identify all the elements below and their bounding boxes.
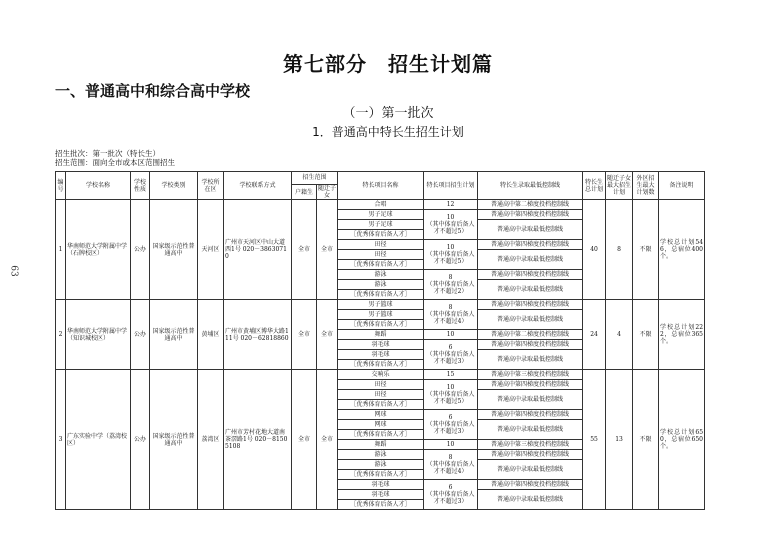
talent-item: 羽毛球: [338, 480, 424, 490]
school-nature: 公办: [131, 200, 150, 300]
scope-line: 招生范围：面向全市或本区范围招生: [55, 158, 175, 167]
control-line: 普通高中第四梯度投档控制线: [478, 410, 583, 420]
talent-item: 男子篮球: [338, 300, 424, 310]
school-mig-max: 4: [606, 300, 633, 370]
header-scope: 招生范围: [292, 172, 338, 185]
control-line: 普通高中第三梯度投档控制线: [478, 440, 583, 450]
school-name: 广东实验中学（荔湾校区）: [66, 370, 131, 510]
talent-plan: 6 （其中体育后备人才不超过3）: [424, 340, 478, 370]
sub-title: 1．普通高中特长生招生计划: [312, 125, 464, 139]
control-line: 普通高中录取最低控制线: [478, 310, 583, 330]
talent-item: 羽毛球: [338, 340, 424, 350]
school-nature: 公办: [131, 300, 150, 370]
batch-title: （一）第一批次: [342, 106, 434, 121]
talent-plan: 8 （其中体育后备人才不超过4）: [424, 450, 478, 480]
header-total: 特长生总计划: [583, 172, 606, 200]
control-line: 普通高中第二梯度投档控制线: [478, 330, 583, 340]
talent-item: 舞蹈: [338, 440, 424, 450]
control-line: 普通高中第三梯度投档控制线: [478, 370, 583, 380]
talent-item: 羽毛球: [338, 350, 424, 360]
school-mig-max: 8: [606, 200, 633, 300]
plan-table-body: [56, 200, 705, 510]
control-line: 普通高中第四梯度投档控制线: [478, 380, 583, 390]
talent-plan: 12: [424, 200, 478, 210]
talent-item: 羽毛球: [338, 490, 424, 500]
header-district: 学校所在区: [198, 172, 224, 200]
talent-item: 男子足球: [338, 220, 424, 230]
header-school: 学校名称: [66, 172, 131, 200]
talent-item: ［优秀体育后备人才］: [338, 470, 424, 480]
talent-plan: 6 （其中体育后备人才不超过3）: [424, 410, 478, 440]
header-hukou: 户籍生: [292, 185, 317, 200]
school-note: 学校总计划546，总宿位400个。: [659, 200, 705, 300]
control-line: 普通高中第四梯度投档控制线: [478, 240, 583, 250]
talent-plan: 8 （其中体育后备人才不超过4）: [424, 300, 478, 330]
talent-plan: 10 （其中体育后备人才不超过5）: [424, 210, 478, 240]
talent-item: 游泳: [338, 280, 424, 290]
talent-plan: 10: [424, 440, 478, 450]
part-title: 第七部分 招生计划篇: [283, 52, 493, 76]
table-row: [56, 200, 705, 210]
header-line: 特长生录取最低控制线: [478, 172, 583, 200]
talent-plan: 6 （其中体育后备人才不超过3）: [424, 480, 478, 510]
scope-hukou: 全市: [292, 300, 317, 370]
control-line: 普通高中第四梯度投档控制线: [478, 480, 583, 490]
scope-children: 全市: [317, 370, 338, 510]
talent-item: ［优秀体育后备人才］: [338, 290, 424, 300]
school-mig-max: 13: [606, 370, 633, 510]
section-title: 一、普通高中和综合高中学校: [55, 82, 251, 100]
talent-item: 游泳: [338, 450, 424, 460]
school-category: 国家级示范性普通高中: [150, 300, 198, 370]
control-line: 普通高中第四梯度投档控制线: [478, 340, 583, 350]
control-line: 普通高中录取最低控制线: [478, 460, 583, 480]
control-line: 普通高中第四梯度投档控制线: [478, 300, 583, 310]
batch-line: 招生批次：第一批次（特长生）: [55, 149, 160, 158]
talent-plan: 15: [424, 370, 478, 380]
school-note: 学校总计划650，总宿位650个。: [659, 370, 705, 510]
header-no: 编号: [56, 172, 66, 200]
plan-table: [55, 171, 705, 510]
talent-item: ［优秀体育后备人才］: [338, 360, 424, 370]
talent-item: 网球: [338, 420, 424, 430]
header-nature: 学校性质: [131, 172, 150, 200]
header-out-max: 外区招生最大计划数: [633, 172, 659, 200]
talent-item: ［优秀体育后备人才］: [338, 320, 424, 330]
school-out-max: 不限: [633, 200, 659, 300]
table-row: [56, 370, 705, 380]
school-out-max: 不限: [633, 300, 659, 370]
header-mig-max: 随迁子女最大招生计划: [606, 172, 633, 200]
school-nature: 公办: [131, 370, 150, 510]
table-row: [56, 300, 705, 310]
talent-item: ［优秀体育后备人才］: [338, 260, 424, 270]
header-plan: 特长项目招生计划: [424, 172, 478, 200]
talent-plan: 10 （其中体育后备人才不超过5）: [424, 380, 478, 410]
talent-item: 网球: [338, 410, 424, 420]
control-line: 普通高中第二梯度投档控制线: [478, 200, 583, 210]
school-total: 55: [583, 370, 606, 510]
school-name: 华南师范大学附属中学（知识城校区）: [66, 300, 131, 370]
talent-item: 田径: [338, 250, 424, 260]
control-line: 普通高中录取最低控制线: [478, 350, 583, 370]
talent-item: 合唱: [338, 200, 424, 210]
school-note: 学校总计划222，总宿位365个。: [659, 300, 705, 370]
school-total: 24: [583, 300, 606, 370]
school-total: 40: [583, 200, 606, 300]
school-contact: 广州市芳村花地大道南茶滘路1号 020－81505108: [224, 370, 292, 510]
talent-item: 交响乐: [338, 370, 424, 380]
talent-item: 男子篮球: [338, 310, 424, 320]
school-category: 国家级示范性普通高中: [150, 200, 198, 300]
control-line: 普通高中录取最低控制线: [478, 390, 583, 410]
page-number: 63: [8, 265, 19, 277]
control-line: 普通高中第四梯度投档控制线: [478, 450, 583, 460]
control-line: 普通高中录取最低控制线: [478, 490, 583, 510]
control-line: 普通高中录取最低控制线: [478, 420, 583, 440]
header-contact: 学校联系方式: [224, 172, 292, 200]
talent-item: ［优秀体育后备人才］: [338, 230, 424, 240]
control-line: 普通高中第四梯度投档控制线: [478, 210, 583, 220]
school-district: 黄埔区: [198, 300, 224, 370]
header-category: 学校类别: [150, 172, 198, 200]
talent-item: 田径: [338, 240, 424, 250]
talent-item: 田径: [338, 390, 424, 400]
talent-item: 田径: [338, 380, 424, 390]
talent-item: 游泳: [338, 270, 424, 280]
scope-children: 全市: [317, 300, 338, 370]
school-contact: 广州市天河区中山大道西1号 020－38630710: [224, 200, 292, 300]
school-district: 天河区: [198, 200, 224, 300]
talent-item: ［优秀体育后备人才］: [338, 430, 424, 440]
school-district: 荔湾区: [198, 370, 224, 510]
header-children: 随迁子女: [318, 185, 337, 200]
scope-children: 全市: [317, 200, 338, 300]
talent-item: ［优秀体育后备人才］: [338, 400, 424, 410]
talent-item: 男子足球: [338, 210, 424, 220]
talent-item: ［优秀体育后备人才］: [338, 500, 424, 510]
school-contact: 广州市黄埔区博华大路111号 020－62818860: [224, 300, 292, 370]
header-note: 备注说明: [659, 172, 705, 200]
header-item: 特长项目名称: [338, 172, 424, 200]
school-out-max: 不限: [633, 370, 659, 510]
control-line: 普通高中录取最低控制线: [478, 220, 583, 240]
control-line: 普通高中录取最低控制线: [478, 280, 583, 300]
control-line: 普通高中录取最低控制线: [478, 250, 583, 270]
school-category: 国家级示范性普通高中: [150, 370, 198, 510]
talent-plan: 10 （其中体育后备人才不超过5）: [424, 240, 478, 270]
school-no: 2: [56, 300, 66, 370]
scope-hukou: 全市: [292, 370, 317, 510]
school-no: 3: [56, 370, 66, 510]
school-no: 1: [56, 200, 66, 300]
control-line: 普通高中第四梯度投档控制线: [478, 270, 583, 280]
talent-plan: 8 （其中体育后备人才不超过2）: [424, 270, 478, 300]
scope-hukou: 全市: [292, 200, 317, 300]
talent-plan: 10: [424, 330, 478, 340]
talent-item: 游泳: [338, 460, 424, 470]
school-name: 华南师范大学附属中学（石牌校区）: [66, 200, 131, 300]
talent-item: 舞蹈: [338, 330, 424, 340]
